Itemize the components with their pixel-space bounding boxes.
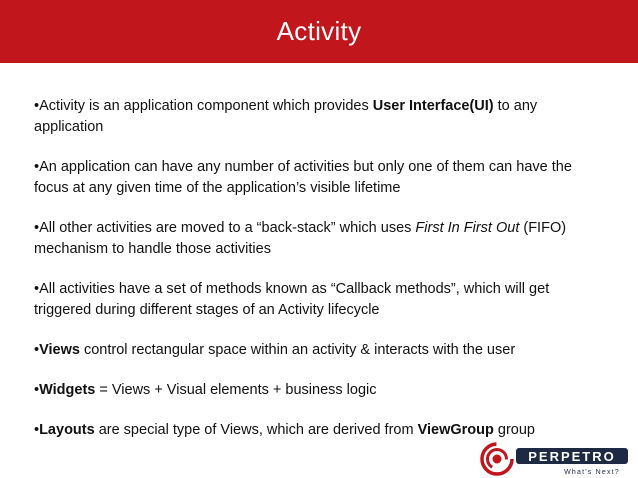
title-bar <box>0 0 638 63</box>
bullet-text: (FIFO) mechanism to handle those activities <box>34 220 567 257</box>
bullet-bold-text: Layouts <box>39 422 95 438</box>
bullet-text: All activities have a set of methods known as “Callback methods”, which will get triggered during different stages of an Activity lifecycle <box>34 281 550 318</box>
bullet-text: group <box>493 422 535 438</box>
logo-wordmark: PERPETRO <box>528 449 616 464</box>
bullet-bold-text: Views <box>39 342 80 358</box>
bullet-marker: • <box>34 159 40 175</box>
bullet-marker: • <box>34 220 40 236</box>
bullet-item <box>34 380 604 401</box>
bullet-marker: • <box>34 422 40 438</box>
perpetro-logo <box>480 440 632 478</box>
bullet-text: All other activities are moved to a “back-stack” which uses <box>39 220 416 236</box>
bullet-text: control rectangular space within an activity & interacts with the user <box>79 342 516 358</box>
bullet-item <box>34 218 604 260</box>
bullet-text: to any application <box>34 98 538 135</box>
bullet-text: An application can have any number of activities but only one of them can have the focus at any given time of the application’s visible lifetime <box>34 159 572 196</box>
bullet-bold-text: Widgets <box>39 382 96 398</box>
logo-tagline: What's Next? <box>564 469 620 476</box>
bullet-marker: • <box>34 281 40 297</box>
slide-title: Activity <box>276 16 362 46</box>
logo-swirl-icon <box>482 444 512 474</box>
bullet-item <box>34 96 604 138</box>
bullet-item <box>34 157 604 199</box>
bullet-marker: • <box>34 342 40 358</box>
bullet-marker: • <box>34 382 40 398</box>
bullet-italic-text: First In First Out <box>415 220 520 236</box>
bullet-item <box>34 420 604 441</box>
bullet-text: = Views + Visual elements + business logic <box>95 382 377 398</box>
bullet-item <box>34 279 604 321</box>
bullet-marker: • <box>34 98 40 114</box>
bullet-item <box>34 340 604 361</box>
bullet-bold-text: ViewGroup <box>417 422 494 438</box>
bullet-text: are special type of Views, which are derived from <box>94 422 418 438</box>
bullet-list <box>34 96 604 460</box>
bullet-bold-text: User Interface(UI) <box>372 98 494 114</box>
bullet-text: Activity is an application component which provides <box>39 98 373 114</box>
